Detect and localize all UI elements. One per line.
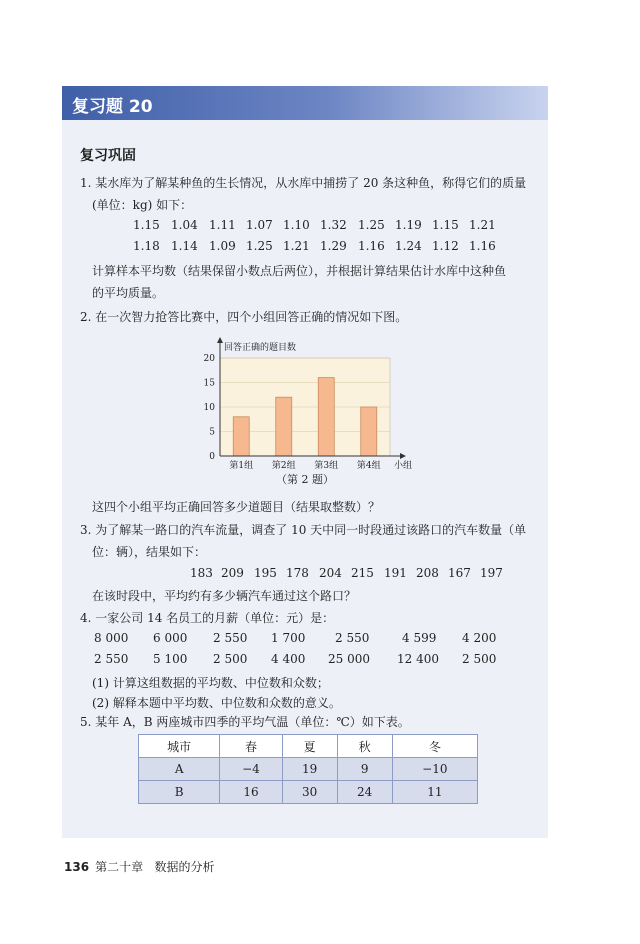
q4-value: 8 000 xyxy=(94,631,129,645)
q3-value: 195 xyxy=(254,566,277,580)
q3-value: 191 xyxy=(384,566,407,580)
q1-value: 1.15 xyxy=(133,218,160,232)
y-tick-label: 5 xyxy=(209,427,215,438)
table-header-cell: 城市 xyxy=(139,735,220,758)
q1-value: 1.32 xyxy=(320,218,347,232)
table-header-cell: 秋 xyxy=(337,735,392,758)
q4-value: 4 200 xyxy=(462,631,497,645)
q4-value: 5 100 xyxy=(153,652,188,666)
table-cell: 24 xyxy=(337,781,392,804)
x-axis-arrow xyxy=(400,453,406,459)
x-tick-label: 第1组 xyxy=(229,461,254,471)
q4-value: 2 500 xyxy=(462,652,497,666)
q1-value: 1.24 xyxy=(395,239,422,253)
q4-sub1: (1) 计算这组数据的平均数、中位数和众数； xyxy=(92,676,329,690)
q1-value: 1.18 xyxy=(133,239,160,253)
section-header-bar xyxy=(62,86,548,120)
q4-value: 6 000 xyxy=(153,631,188,645)
bar xyxy=(361,407,377,456)
q2-question: 这四个小组平均正确回答多少道题目（结果取整数）？ xyxy=(92,500,381,514)
table-cell: 19 xyxy=(282,758,337,781)
bar xyxy=(276,397,292,456)
q1-value: 1.09 xyxy=(209,239,236,253)
q1-value: 1.12 xyxy=(432,239,459,253)
section-header-title: 复习题 20 xyxy=(72,97,153,117)
x-tick-label: 第3组 xyxy=(314,461,339,471)
q4-sub2: (2) 解释本题中平均数、中位数和众数的意义。 xyxy=(92,696,341,710)
y-axis-arrow xyxy=(217,337,223,343)
q3-value: 183 xyxy=(190,566,213,580)
page-number: 136 xyxy=(64,860,90,874)
q1-line2: (单位：kg) 如下： xyxy=(92,198,193,212)
q1-line4: 的平均质量。 xyxy=(92,286,165,300)
subsection-title: 复习巩固 xyxy=(80,148,136,164)
q1-value: 1.25 xyxy=(246,239,273,253)
q1-value: 1.21 xyxy=(283,239,310,253)
page-footer xyxy=(64,858,215,875)
chapter-title: 数据的分析 xyxy=(154,860,215,874)
table-cell: A xyxy=(139,758,220,781)
table-cell: 30 xyxy=(282,781,337,804)
temperature-table xyxy=(138,734,478,804)
x-tick-label: 第4组 xyxy=(356,461,381,471)
chapter-label: 第二十章 xyxy=(95,860,144,874)
q3-value: 209 xyxy=(221,566,244,580)
table-header-cell: 春 xyxy=(220,735,282,758)
table-cell: 9 xyxy=(337,758,392,781)
table-header-cell: 冬 xyxy=(392,735,477,758)
table-cell: 11 xyxy=(392,781,477,804)
table-header-cell: 夏 xyxy=(282,735,337,758)
table-row xyxy=(139,758,478,781)
q1-value: 1.07 xyxy=(246,218,273,232)
table-cell: 16 xyxy=(220,781,282,804)
q4-value: 4 599 xyxy=(402,631,437,645)
q4-value: 25 000 xyxy=(328,652,370,666)
table-row xyxy=(139,781,478,804)
q4-value: 4 400 xyxy=(271,652,306,666)
bar xyxy=(318,378,334,456)
q3-value: 215 xyxy=(351,566,374,580)
q4-line1: 4. 一家公司 14 名员工的月薪（单位：元）是： xyxy=(80,611,335,625)
q1-value: 1.19 xyxy=(395,218,422,232)
q3-line2: 位：辆），结果如下： xyxy=(92,545,207,559)
q3-value: 178 xyxy=(286,566,309,580)
q1-value: 1.16 xyxy=(358,239,385,253)
q3-value: 167 xyxy=(448,566,471,580)
q4-value: 2 550 xyxy=(335,631,370,645)
q1-value: 1.16 xyxy=(469,239,496,253)
q4-value: 2 500 xyxy=(213,652,248,666)
q4-value: 1 700 xyxy=(271,631,306,645)
table-cell: −4 xyxy=(220,758,282,781)
q3-value: 208 xyxy=(416,566,439,580)
y-tick-label: 20 xyxy=(203,354,215,364)
y-axis-label: 回答正确的题目数 xyxy=(224,343,297,353)
x-tick-label: 第2组 xyxy=(271,461,296,471)
q3-line3: 在该时段中，平均约有多少辆汽车通过这个路口？ xyxy=(92,589,357,603)
q1-value: 1.15 xyxy=(432,218,459,232)
q1-value: 1.25 xyxy=(358,218,385,232)
table-cell: B xyxy=(139,781,220,804)
q4-value: 2 550 xyxy=(213,631,248,645)
q1-value: 1.04 xyxy=(171,218,198,232)
q1-value: 1.21 xyxy=(469,218,496,232)
q1-line1: 1. 某水库为了解某种鱼的生长情况，从水库中捕捞了 20 条这种鱼，称得它们的质量 xyxy=(80,176,527,190)
q3-line1: 3. 为了解某一路口的汽车流量，调查了 10 天中同一时段通过该路口的汽车数量（单 xyxy=(80,523,527,537)
bar xyxy=(233,417,249,456)
q3-value: 197 xyxy=(480,566,503,580)
chart-caption: （第 2 题） xyxy=(276,473,334,486)
table-header-row xyxy=(139,735,478,758)
q2-line1: 2. 在一次智力抢答比赛中，四个小组回答正确的情况如下图。 xyxy=(80,310,408,324)
x-axis-label: 小组 xyxy=(394,461,413,471)
q1-value: 1.11 xyxy=(209,218,236,232)
table-cell: −10 xyxy=(392,758,477,781)
y-tick-label: 0 xyxy=(209,452,215,462)
q4-value: 12 400 xyxy=(397,652,439,666)
y-tick-label: 15 xyxy=(203,378,215,389)
q4-value: 2 550 xyxy=(94,652,129,666)
q1-value: 1.14 xyxy=(171,239,198,253)
q3-value: 204 xyxy=(319,566,342,580)
bar-chart xyxy=(195,336,430,492)
q1-value: 1.29 xyxy=(320,239,347,253)
q5-line1: 5. 某年 A，B 两座城市四季的平均气温（单位：℃）如下表。 xyxy=(80,715,410,729)
y-tick-label: 10 xyxy=(203,403,215,413)
q1-line3: 计算样本平均数（结果保留小数点后两位），并根据计算结果估计水库中这种鱼 xyxy=(92,264,507,278)
q1-value: 1.10 xyxy=(283,218,310,232)
